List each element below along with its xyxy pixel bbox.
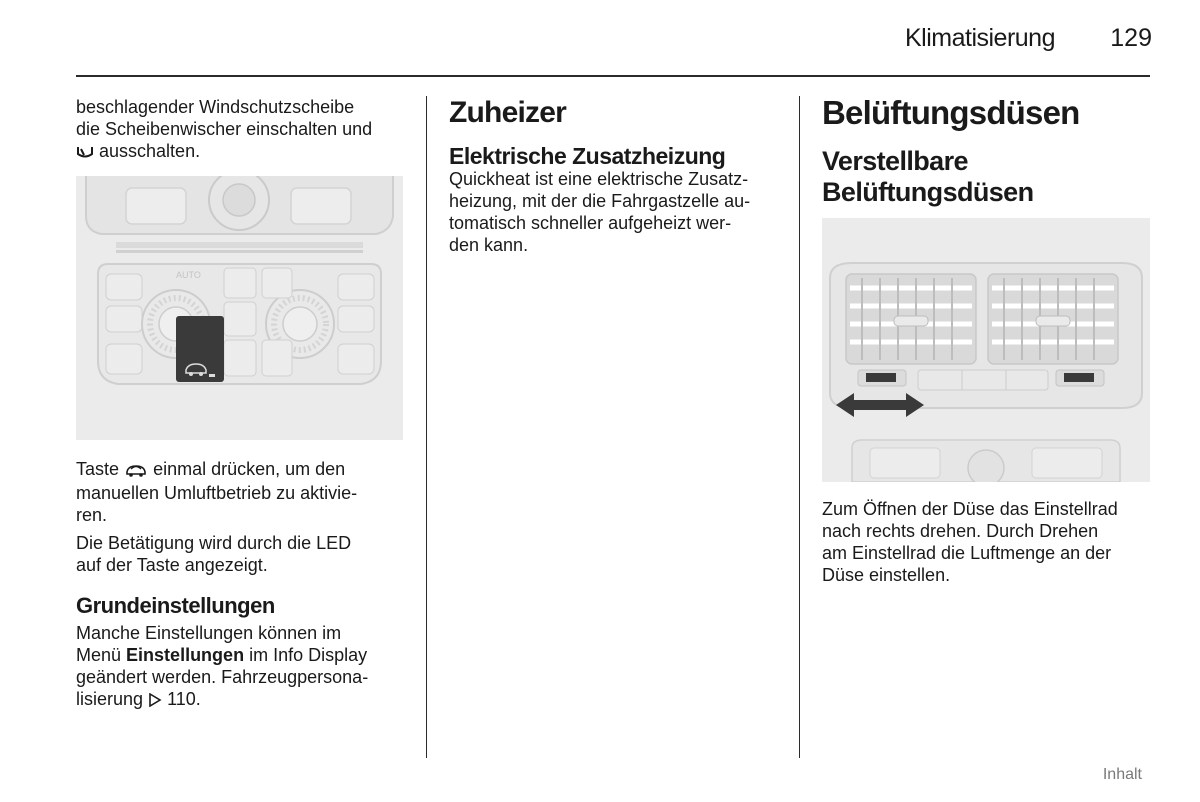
page-header-title: Klimatisierung (904, 24, 1055, 52)
page-reference-link[interactable]: 110. (167, 689, 201, 709)
column-divider-1 (426, 96, 427, 758)
recirculation-car-icon (124, 460, 148, 482)
column-divider-2 (799, 96, 800, 758)
windshield-wiper-icon (76, 142, 94, 164)
header-rule (76, 75, 1150, 77)
paragraph-quickheat: Quickheat ist eine elektrische Zusatz- heizung, mit der die Fahrgastzelle au- tomatisch schneller aufgeheizt wer- den kann. (449, 169, 751, 255)
page-number: 129 (1110, 24, 1152, 52)
right-column (822, 94, 1152, 585)
contents-link[interactable]: Inhalt (1102, 766, 1142, 783)
climate-control-panel-figure (76, 176, 403, 440)
auto-label: AUTO (176, 270, 201, 280)
paragraph-settings: Manche Einstellungen können im Menü Einstellungen im Info Display geändert werden. Fahrzeugpersona- lisierung 110. (76, 622, 416, 712)
heading-grundeinstellungen: Grundeinstellungen (76, 593, 275, 618)
settings-menu-term: Einstellungen (126, 645, 245, 665)
paragraph-led: Die Betätigung wird durch die LED auf der Taste angezeigt. (76, 533, 352, 575)
paragraph-wiper: beschlagender Windschutzscheibe die Scheibenwischer einschalten und ausschalten. (76, 96, 416, 164)
heading-zuheizer: Zuheizer (449, 96, 566, 129)
paragraph-vents: Zum Öffnen der Düse das Einstellrad nach rechts drehen. Durch Drehen am Einstellrad die Luftmenge an der Düse einstellen. (822, 499, 1118, 585)
paragraph-recirculation: Taste einmal drücken, um den manuellen Umluftbetrieb zu aktivie- ren. (76, 459, 358, 525)
page-reference-arrow-icon[interactable] (148, 690, 162, 712)
left-column (76, 96, 416, 709)
air-vents-figure (822, 218, 1150, 482)
subheading-verstellbare: Verstellbare Belüftungsdüsen (822, 146, 1034, 207)
heading-belueftungsduesen: Belüftungsdüsen (822, 94, 1080, 131)
middle-column (449, 96, 784, 256)
subheading-elektrische-zusatzheizung: Elektrische Zusatzheizung (449, 143, 726, 169)
